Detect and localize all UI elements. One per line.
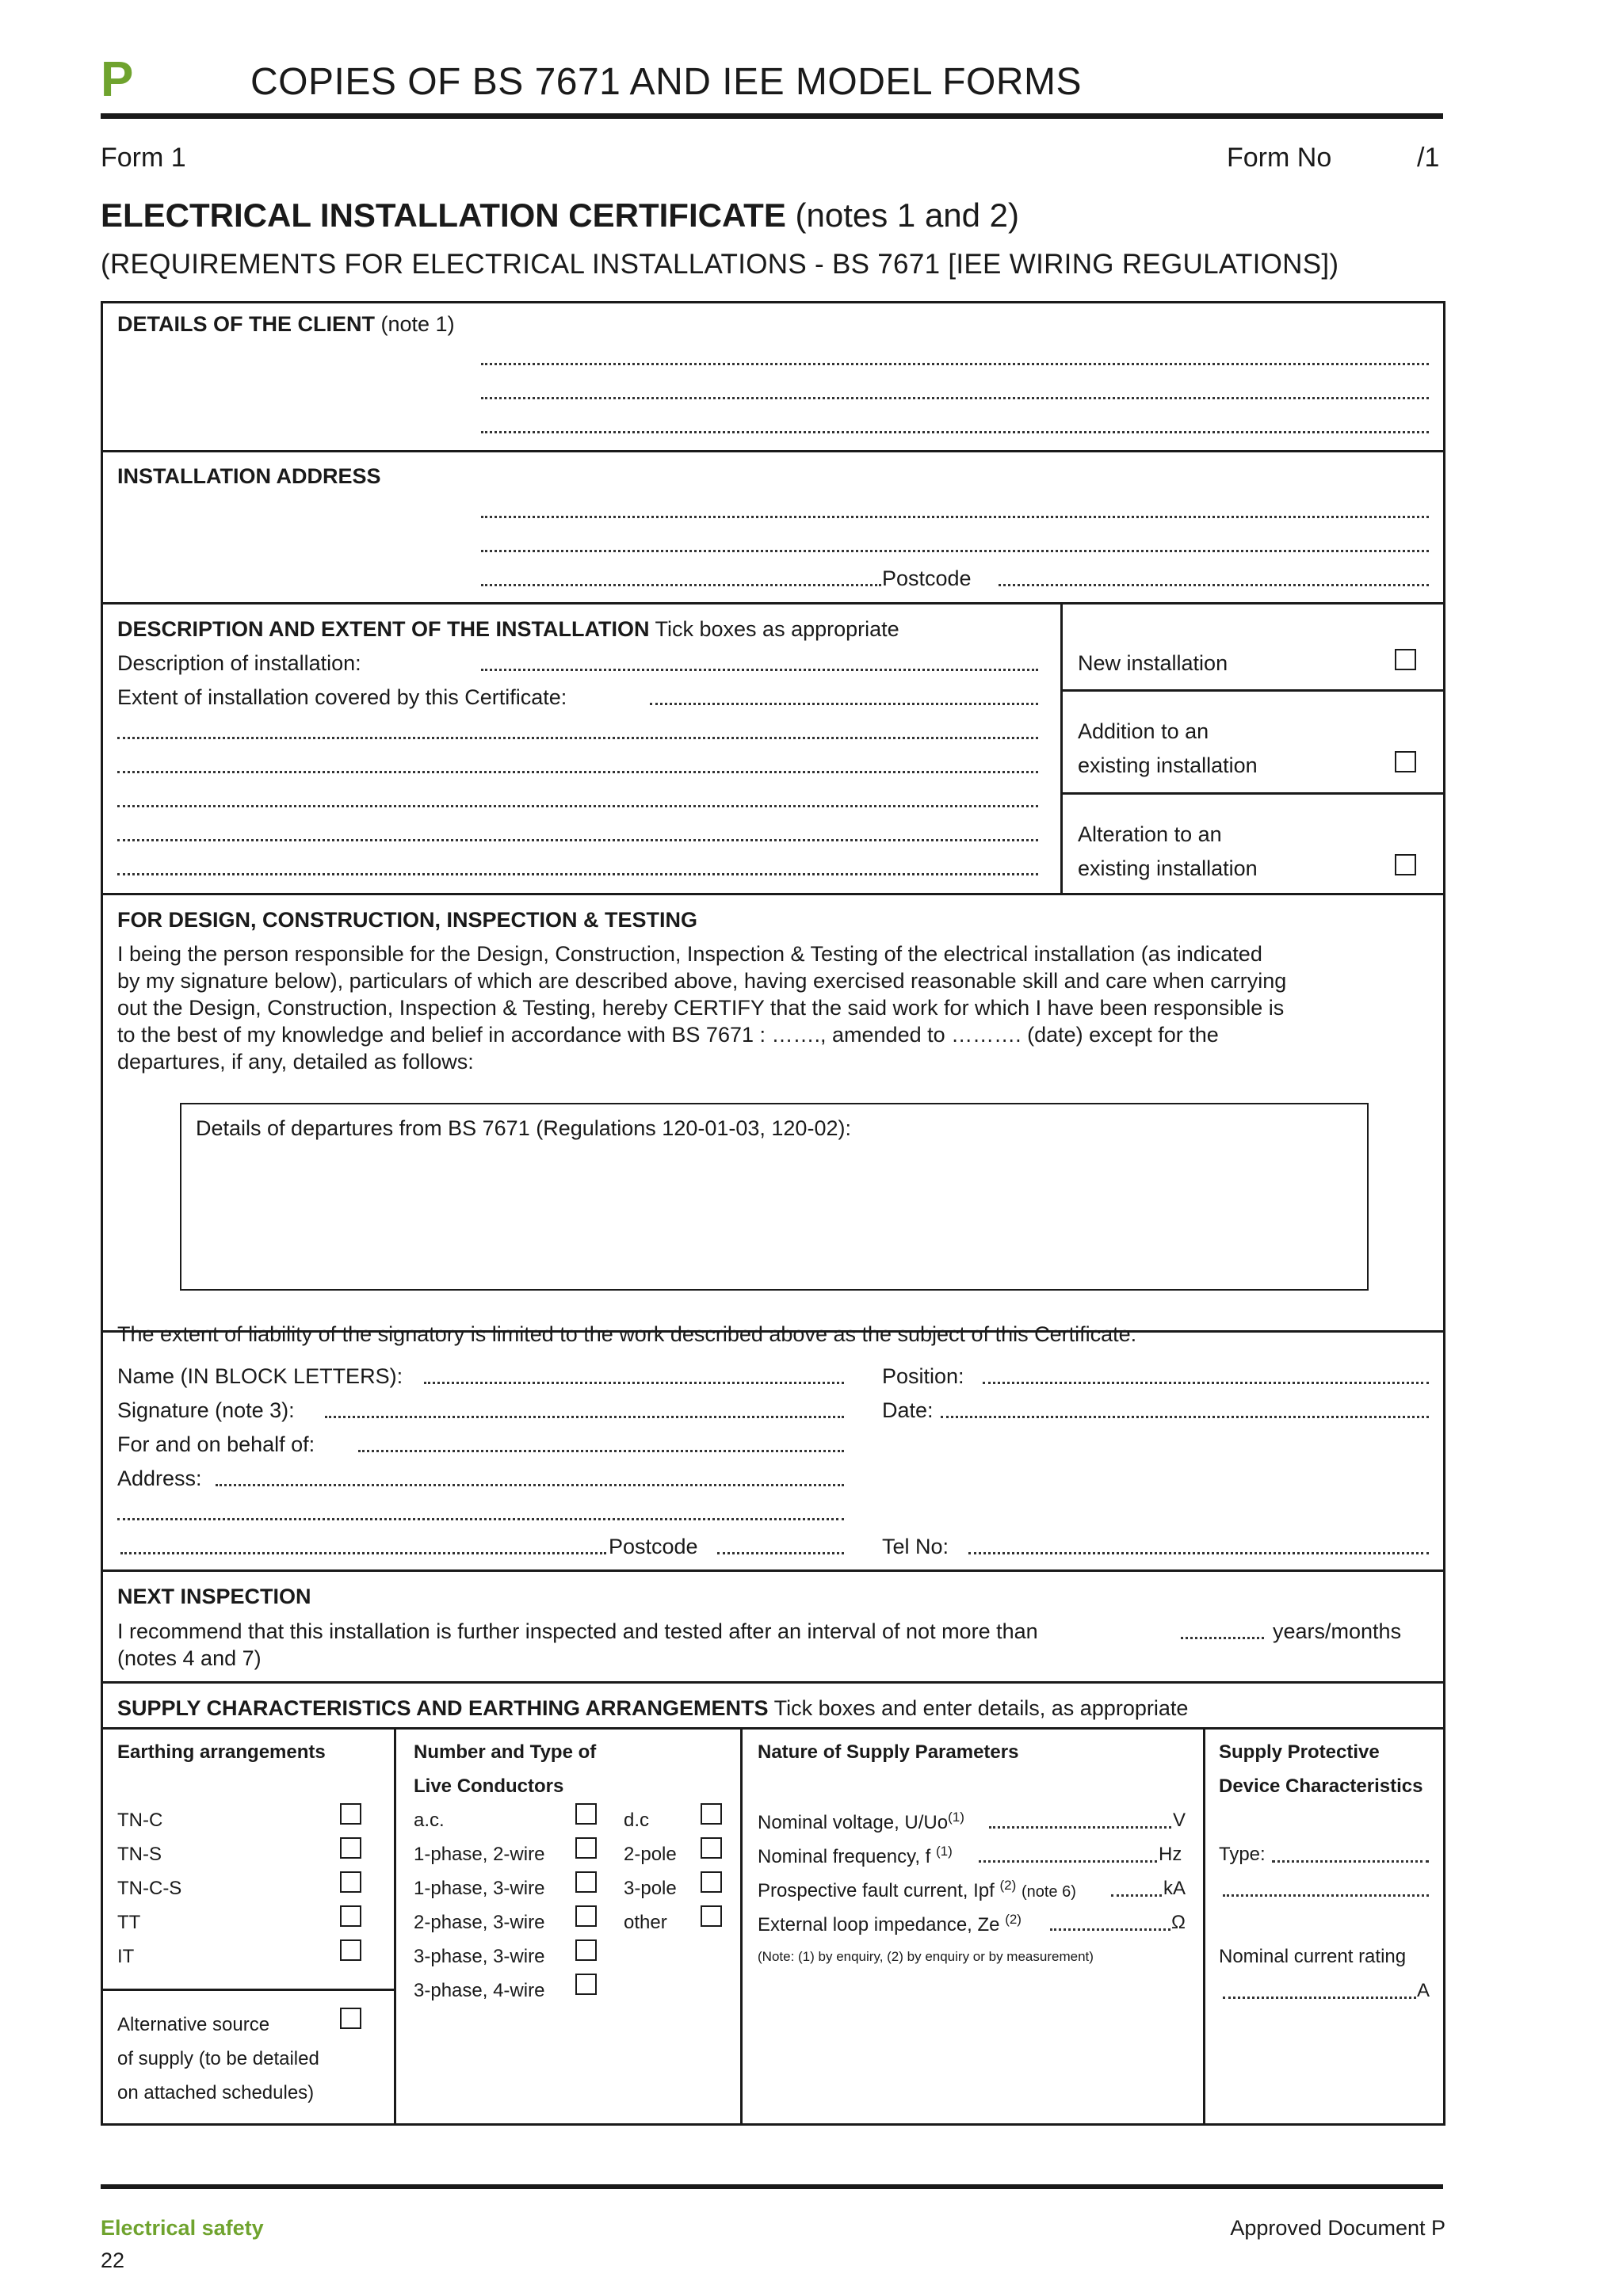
param-fault-line[interactable] (1111, 1894, 1162, 1897)
conductor-item: 3-phase, 3-wire (414, 1946, 545, 1967)
footer-title: Electrical safety (101, 2216, 264, 2240)
address-line-2[interactable] (481, 550, 1429, 552)
certificate-subtitle: (REQUIREMENTS FOR ELECTRICAL INSTALLATIONS - BS 7671 [IEE WIRING REGULATIONS]) (101, 249, 1339, 280)
design-text-line-1: I being the person responsible for the Design, Construction, Inspection & Testing of the electrical installation (as indicated (117, 942, 1262, 966)
conductor-item: 3-pole (624, 1878, 677, 1899)
section-title: COPIES OF BS 7671 AND IEE MODEL FORMS (250, 61, 1082, 103)
designer-address-line-1[interactable] (216, 1484, 844, 1486)
param-loop-sup: (2) (1005, 1912, 1022, 1927)
earthing-title: Earthing arrangements (117, 1741, 326, 1763)
address-section-title: INSTALLATION ADDRESS (117, 464, 381, 488)
param-voltage-sup: (1) (948, 1810, 964, 1825)
divider-supply-title (101, 1727, 1445, 1730)
design-text-line-4: to the best of my knowledge and belief in accordance with BS 7671 : ……., amended to ………. (date) except for the (117, 1023, 1219, 1047)
new-installation-label: New installation (1078, 651, 1228, 675)
param-frequency (758, 1844, 953, 1869)
designer-postcode-line[interactable] (717, 1552, 844, 1554)
alt-source-label-3: on attached schedules) (117, 2082, 315, 2103)
footer-page-number: 22 (101, 2248, 125, 2272)
param-fault (758, 1878, 1076, 1903)
conductor-1p2w-checkbox[interactable] (575, 1837, 597, 1859)
device-current-label: Nominal current rating (1219, 1946, 1407, 1967)
conductor-3pole-checkbox[interactable] (701, 1871, 722, 1893)
design-section-title: FOR DESIGN, CONSTRUCTION, INSPECTION & TESTING (117, 908, 698, 932)
address-postcode-label: Postcode (882, 566, 972, 590)
next-inspection-interval-line[interactable] (1181, 1637, 1264, 1639)
param-fault-sup: (2) (999, 1878, 1017, 1893)
conductor-1p3w-checkbox[interactable] (575, 1871, 597, 1893)
param-loop-unit: Ω (1171, 1912, 1186, 1933)
divider-client (101, 450, 1445, 452)
address-line-1[interactable] (481, 516, 1429, 518)
tel-label: Tel No: (882, 1535, 949, 1558)
conductor-item: 2-phase, 3-wire (414, 1912, 545, 1933)
extent-line-6[interactable] (117, 873, 1038, 875)
param-frequency-line[interactable] (979, 1860, 1157, 1863)
client-title: DETAILS OF THE CLIENT (117, 312, 375, 336)
divider-description (101, 893, 1445, 895)
conductor-item: 2-pole (624, 1844, 677, 1865)
date-label: Date: (882, 1398, 934, 1422)
header-rule (101, 113, 1443, 119)
next-inspection-title: NEXT INSPECTION (117, 1585, 311, 1608)
conductors-title-1: Number and Type of (414, 1741, 597, 1763)
conductor-dc-checkbox[interactable] (701, 1803, 722, 1825)
extent-line-5[interactable] (117, 839, 1038, 841)
param-fault-unit: kA (1163, 1878, 1186, 1899)
param-frequency-sup: (1) (936, 1844, 953, 1859)
description-title: DESCRIPTION AND EXTENT OF THE INSTALLATION (117, 617, 650, 641)
param-voltage (758, 1810, 964, 1835)
alt-source-checkbox[interactable] (340, 2008, 361, 2029)
device-current-unit: A (1417, 1980, 1430, 2001)
alteration-label-2: existing installation (1078, 856, 1258, 880)
earthing-tn-s-checkbox[interactable] (340, 1837, 361, 1859)
supply-col-divider-3 (1203, 1727, 1205, 2125)
description-section-title (117, 616, 899, 642)
param-loop (758, 1912, 1022, 1937)
design-text-line-3: out the Design, Construction, Inspection & Testing, hereby CERTIFY that the said work for which I have been responsible is (117, 996, 1285, 1020)
extent-line-3[interactable] (117, 771, 1038, 773)
section-letter: P (101, 52, 134, 107)
earthing-item: IT (117, 1946, 135, 1967)
tel-line[interactable] (968, 1552, 1429, 1554)
position-label: Position: (882, 1364, 964, 1388)
param-frequency-unit: Hz (1159, 1844, 1182, 1865)
params-footnote: (Note: (1) by enquiry, (2) by enquiry or by measurement) (758, 1949, 1094, 1964)
conductor-item: a.c. (414, 1810, 445, 1831)
next-inspection-text: I recommend that this installation is further inspected and tested after an interval of not more than (117, 1619, 1038, 1643)
conductors-title-2: Live Conductors (414, 1775, 564, 1797)
param-voltage-label: Nominal voltage, U/Uo (758, 1812, 949, 1833)
alteration-checkbox[interactable] (1395, 854, 1416, 875)
right-border-lower (1443, 1331, 1445, 2126)
conductor-item: 3-phase, 4-wire (414, 1980, 545, 2001)
earthing-alt-divider (101, 1989, 395, 1991)
client-section-title (117, 311, 455, 337)
extent-label: Extent of installation covered by this Certificate: (117, 685, 567, 709)
designer-address-label: Address: (117, 1466, 202, 1490)
divider-next-inspection (101, 1681, 1445, 1684)
new-installation-checkbox[interactable] (1395, 649, 1416, 670)
device-type-line-1[interactable] (1272, 1860, 1429, 1863)
form-no-label: Form No (1227, 143, 1332, 173)
param-frequency-label: Nominal frequency, f (758, 1846, 931, 1867)
signature-line[interactable] (325, 1416, 844, 1418)
designer-address-line-3[interactable] (120, 1552, 606, 1554)
certificate-title (101, 196, 1019, 235)
device-type-label: Type: (1219, 1844, 1266, 1865)
conductor-item: d.c (624, 1810, 650, 1831)
divider-address (101, 602, 1445, 605)
description-of-installation-label: Description of installation: (117, 651, 361, 675)
earthing-item: TN-C (117, 1810, 163, 1831)
extent-line-1[interactable] (650, 703, 1038, 705)
certificate-title-bold: ELECTRICAL INSTALLATION CERTIFICATE (101, 196, 786, 234)
description-option-divider-1 (1060, 689, 1445, 692)
param-fault-note: (note 6) (1021, 1883, 1076, 1901)
behalf-line[interactable] (358, 1450, 844, 1452)
bottom-border (101, 2123, 1445, 2126)
addition-checkbox[interactable] (1395, 751, 1416, 772)
earthing-tn-c-checkbox[interactable] (340, 1803, 361, 1825)
form-label: Form 1 (101, 143, 186, 173)
addition-label-2: existing installation (1078, 753, 1258, 777)
earthing-tn-c-s-checkbox[interactable] (340, 1871, 361, 1893)
name-label: Name (IN BLOCK LETTERS): (117, 1364, 403, 1388)
client-line-1[interactable] (481, 363, 1429, 365)
conductor-3p3w-checkbox[interactable] (575, 1939, 597, 1961)
conductor-item: 1-phase, 2-wire (414, 1844, 545, 1865)
extent-line-4[interactable] (117, 805, 1038, 807)
designer-postcode-label: Postcode (609, 1535, 698, 1558)
description-of-installation-line[interactable] (481, 669, 1038, 671)
supply-note: Tick boxes and enter details, as appropriate (773, 1696, 1189, 1720)
description-option-divider-2 (1060, 792, 1445, 795)
left-border-lower (101, 1331, 103, 2126)
param-loop-label: External loop impedance, Ze (758, 1914, 1000, 1936)
client-line-3[interactable] (481, 431, 1429, 433)
alteration-label-1: Alteration to an (1078, 822, 1222, 846)
param-voltage-unit: V (1173, 1810, 1186, 1831)
supply-col-divider-1 (394, 1727, 396, 2125)
device-current-line[interactable] (1223, 1997, 1416, 1999)
params-title: Nature of Supply Parameters (758, 1741, 1019, 1763)
device-title-1: Supply Protective (1219, 1741, 1380, 1763)
address-postcode-line[interactable] (999, 584, 1429, 586)
date-line[interactable] (941, 1416, 1429, 1418)
addition-label-1: Addition to an (1078, 719, 1209, 743)
alt-source-label-1: Alternative source (117, 2014, 270, 2035)
supply-col-divider-2 (740, 1727, 743, 2125)
conductor-other-checkbox[interactable] (701, 1905, 722, 1927)
param-loop-line[interactable] (1050, 1928, 1170, 1931)
divider-design (101, 1569, 1445, 1572)
extent-line-2[interactable] (117, 737, 1038, 739)
conductor-item: 1-phase, 3-wire (414, 1878, 545, 1899)
conductor-item: other (624, 1912, 667, 1933)
footer-rule (101, 2184, 1443, 2189)
earthing-item: TN-C-S (117, 1878, 182, 1899)
conductor-ac-checkbox[interactable] (575, 1803, 597, 1825)
supply-title: SUPPLY CHARACTERISTICS AND EARTHING ARRANGEMENTS (117, 1696, 769, 1720)
description-vertical-divider (1060, 602, 1063, 894)
position-line[interactable] (983, 1382, 1429, 1384)
description-tick-note: Tick boxes as appropriate (655, 617, 899, 641)
conductor-2p3w-checkbox[interactable] (575, 1905, 597, 1927)
conductor-2pole-checkbox[interactable] (701, 1837, 722, 1859)
supply-section-title (117, 1695, 1188, 1721)
next-inspection-unit: years/months (1273, 1619, 1402, 1643)
designer-address-line-2[interactable] (117, 1518, 844, 1520)
earthing-it-checkbox[interactable] (340, 1939, 361, 1961)
device-type-line-2[interactable] (1223, 1894, 1429, 1897)
client-line-2[interactable] (481, 397, 1429, 399)
param-fault-label: Prospective fault current, Ipf (758, 1880, 995, 1901)
footer-document-name: Approved Document P (1230, 2216, 1445, 2240)
departures-label: Details of departures from BS 7671 (Regulations 120-01-03, 120-02): (196, 1116, 851, 1140)
liability-text: The extent of liability of the signatory is limited to the work described above as the subject of this Certificate. (117, 1322, 1137, 1346)
signature-label: Signature (note 3): (117, 1398, 295, 1422)
behalf-label: For and on behalf of: (117, 1432, 315, 1456)
param-voltage-line[interactable] (989, 1826, 1171, 1829)
form-no-suffix: /1 (1417, 143, 1440, 173)
earthing-tt-checkbox[interactable] (340, 1905, 361, 1927)
earthing-item: TT (117, 1912, 141, 1933)
alt-source-label-2: of supply (to be detailed (117, 2048, 319, 2069)
design-text-line-5: departures, if any, detailed as follows: (117, 1050, 474, 1074)
address-line-3[interactable] (481, 584, 881, 586)
name-line[interactable] (424, 1382, 844, 1384)
design-text-line-2: by my signature below), particulars of which are described above, having exercised reasonable skill and care when carrying (117, 969, 1287, 993)
device-title-2: Device Characteristics (1219, 1775, 1423, 1797)
client-note: (note 1) (380, 312, 455, 336)
certificate-title-note: (notes 1 and 2) (795, 196, 1020, 234)
next-inspection-notes: (notes 4 and 7) (117, 1646, 262, 1670)
conductor-3p4w-checkbox[interactable] (575, 1974, 597, 1995)
earthing-item: TN-S (117, 1844, 162, 1865)
